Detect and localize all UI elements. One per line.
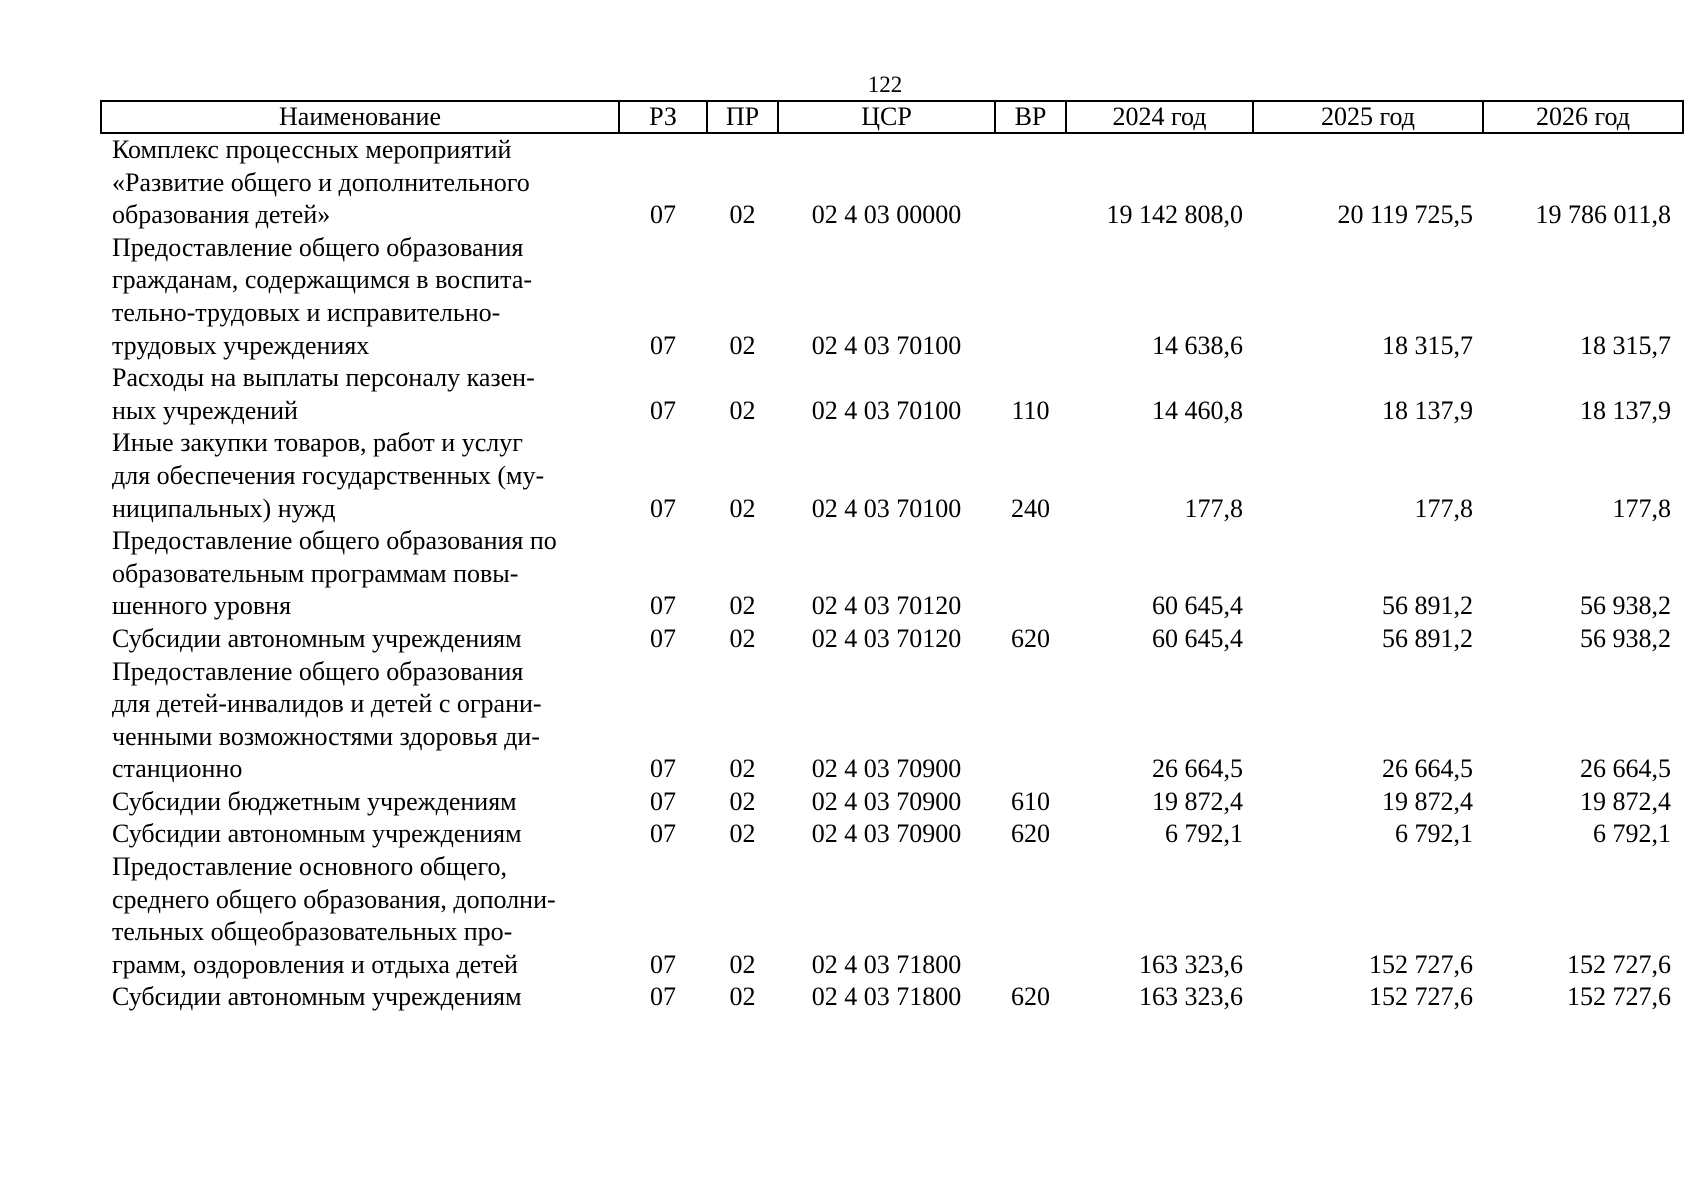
- cell-vr: [995, 133, 1066, 232]
- cell-name-line: Предоставление общего образования: [112, 232, 524, 262]
- cell-2024: 6 792,1: [1165, 819, 1243, 849]
- cell-2026: 19 786 011,8: [1535, 200, 1671, 230]
- cell-csr: 02 4 03 70120: [811, 623, 962, 653]
- cell-name-line: станционно: [112, 754, 243, 784]
- cell-2025: 19 872,4: [1382, 786, 1473, 816]
- cell-vr: 620: [1011, 623, 1050, 653]
- cell-name-line: для детей-инвалидов и детей с ограни-: [112, 689, 542, 719]
- cell-2026: 18 315,7: [1580, 330, 1671, 360]
- cell-name: [101, 525, 619, 623]
- cell-vr: 620: [1011, 819, 1050, 849]
- cell-2026: 177,8: [1612, 493, 1671, 523]
- cell-pr: 02: [729, 754, 756, 784]
- cell-name-line: трудовых учреждениях: [112, 330, 370, 360]
- cell-csr: 02 4 03 00000: [811, 200, 962, 230]
- cell-name-line: «Развитие общего и дополнительного: [112, 167, 530, 197]
- cell-name-line: ченными возможностями здоровья ди-: [112, 721, 540, 751]
- cell-2026: 6 792,1: [1593, 819, 1671, 849]
- cell-pr: 02: [729, 493, 756, 523]
- cell-2025: 56 891,2: [1382, 623, 1473, 653]
- cell-2024: 163 323,6: [1139, 982, 1243, 1012]
- cell-name: [101, 851, 619, 981]
- cell-csr: 02 4 03 71800: [811, 949, 962, 979]
- cell-name: [101, 818, 619, 851]
- cell-pr: 02: [729, 623, 756, 653]
- cell-rz: 07: [650, 395, 676, 425]
- header-pr: ПР: [707, 101, 778, 133]
- cell-2025: 152 727,6: [1369, 982, 1473, 1012]
- cell-name-line: ных учреждений: [112, 395, 298, 425]
- cell-2025: 152 727,6: [1369, 949, 1473, 979]
- cell-name-line: шенного уровня: [112, 591, 292, 621]
- cell-2026: 19 872,4: [1580, 786, 1671, 816]
- cell-csr: 02 4 03 70100: [811, 493, 962, 523]
- cell-2025: 6 792,1: [1395, 819, 1473, 849]
- cell-pr: 02: [729, 949, 756, 979]
- cell-csr: 02 4 03 70900: [811, 786, 962, 816]
- cell-2024: 60 645,4: [1152, 623, 1243, 653]
- cell-name-line: тельных общеобразовательных про-: [112, 917, 513, 947]
- cell-rz: 07: [650, 330, 676, 360]
- cell-pr: 02: [729, 786, 756, 816]
- cell-2026: 56 938,2: [1580, 623, 1671, 653]
- cell-name-line: Субсидии автономным учреждениям: [112, 819, 522, 849]
- cell-2024: 14 460,8: [1152, 395, 1243, 425]
- cell-name-line: Расходы на выплаты персоналу казен-: [112, 363, 535, 393]
- cell-name-line: Предоставление основного общего,: [112, 852, 508, 882]
- cell-pr: 02: [729, 982, 756, 1012]
- cell-2025: 177,8: [1414, 493, 1473, 523]
- cell-name-line: Иные закупки товаров, работ и услуг: [112, 428, 523, 458]
- cell-csr: 02 4 03 70900: [811, 819, 962, 849]
- cell-2026: 26 664,5: [1580, 754, 1671, 784]
- cell-2025: 26 664,5: [1382, 754, 1473, 784]
- cell-2026: 18 137,9: [1580, 395, 1671, 425]
- cell-2025: 18 315,7: [1382, 330, 1473, 360]
- cell-csr: 02 4 03 70120: [811, 591, 962, 621]
- cell-name-line: тельно-трудовых и исправительно-: [112, 297, 501, 327]
- cell-2025: 18 137,9: [1382, 395, 1473, 425]
- header-2024: 2024 год: [1066, 101, 1253, 133]
- cell-pr: 02: [729, 395, 756, 425]
- cell-name: [101, 362, 619, 427]
- table-row: [101, 623, 1683, 656]
- cell-vr: [995, 232, 1066, 362]
- cell-name-line: Комплекс процессных мероприятий: [112, 135, 512, 164]
- cell-name-line: гражданам, содержащимся в воспита-: [112, 265, 533, 295]
- table-header-row: [101, 101, 1683, 133]
- cell-vr: 110: [1011, 395, 1050, 425]
- table-row: [101, 133, 1683, 232]
- header-name: Наименование: [101, 101, 619, 133]
- cell-2025: 56 891,2: [1382, 591, 1473, 621]
- cell-csr: 02 4 03 70100: [811, 330, 962, 360]
- cell-vr: 240: [1011, 493, 1050, 523]
- cell-rz: 07: [650, 623, 676, 653]
- cell-2026: 56 938,2: [1580, 591, 1671, 621]
- cell-name: [101, 656, 619, 786]
- cell-name-line: грамм, оздоровления и отдыха детей: [112, 949, 518, 979]
- cell-name: [101, 427, 619, 525]
- cell-name-line: для обеспечения государственных (му-: [112, 460, 545, 490]
- cell-vr: 620: [1011, 982, 1050, 1012]
- cell-name-line: Предоставление общего образования по: [112, 526, 557, 556]
- cell-name: [101, 981, 619, 1014]
- table-row: [101, 786, 1683, 819]
- cell-2024: 163 323,6: [1139, 949, 1243, 979]
- cell-name: [101, 232, 619, 362]
- header-rz: РЗ: [619, 101, 707, 133]
- cell-2024: 19 872,4: [1152, 786, 1243, 816]
- cell-rz: 07: [650, 786, 676, 816]
- cell-rz: 07: [650, 493, 676, 523]
- cell-csr: 02 4 03 71800: [811, 982, 962, 1012]
- table-row: [101, 818, 1683, 851]
- cell-rz: 07: [650, 982, 676, 1012]
- cell-2026: 152 727,6: [1567, 982, 1671, 1012]
- cell-2024: 26 664,5: [1152, 754, 1243, 784]
- cell-pr: 02: [729, 330, 756, 360]
- table-body: [101, 133, 1683, 1014]
- cell-pr: 02: [729, 819, 756, 849]
- cell-rz: 07: [650, 200, 676, 230]
- cell-2024: 19 142 808,0: [1106, 200, 1243, 230]
- cell-vr: [995, 851, 1066, 981]
- header-2026: 2026 год: [1483, 101, 1683, 133]
- header-2025: 2025 год: [1253, 101, 1483, 133]
- cell-vr: [995, 656, 1066, 786]
- page-number: 122: [867, 72, 903, 97]
- cell-name-line: Субсидии бюджетным учреждениям: [112, 786, 517, 816]
- cell-name-line: образовательным программам повы-: [112, 558, 519, 588]
- header-vr: ВР: [995, 101, 1066, 133]
- cell-pr: 02: [729, 591, 756, 621]
- table-row: [101, 427, 1683, 525]
- cell-2025: 20 119 725,5: [1337, 200, 1473, 230]
- table-row: [101, 525, 1683, 623]
- table-row: [101, 656, 1683, 786]
- cell-name-line: среднего общего образования, дополни-: [112, 884, 556, 914]
- cell-2026: 152 727,6: [1567, 949, 1671, 979]
- cell-2024: 60 645,4: [1152, 591, 1243, 621]
- cell-rz: 07: [650, 591, 676, 621]
- cell-name-line: Предоставление общего образования: [112, 656, 524, 686]
- cell-name: [101, 623, 619, 656]
- cell-pr: 02: [729, 200, 756, 230]
- cell-name: [101, 133, 619, 232]
- table-row: [101, 851, 1683, 981]
- table-row: [101, 981, 1683, 1014]
- cell-name-line: ниципальных) нужд: [112, 493, 336, 523]
- cell-csr: 02 4 03 70100: [811, 395, 962, 425]
- cell-name-line: образования детей»: [112, 200, 331, 230]
- cell-name-line: Субсидии автономным учреждениям: [112, 623, 522, 653]
- cell-2024: 177,8: [1184, 493, 1243, 523]
- cell-csr: 02 4 03 70900: [811, 754, 962, 784]
- cell-vr: 610: [1011, 786, 1050, 816]
- header-csr: ЦСР: [778, 101, 995, 133]
- cell-name-line: Субсидии автономным учреждениям: [112, 982, 522, 1012]
- cell-rz: 07: [650, 949, 676, 979]
- cell-rz: 07: [650, 754, 676, 784]
- table-row: [101, 232, 1683, 362]
- cell-2024: 14 638,6: [1152, 330, 1243, 360]
- table-row: [101, 362, 1683, 427]
- cell-name: [101, 786, 619, 819]
- budget-table: [100, 100, 1684, 1014]
- cell-rz: 07: [650, 819, 676, 849]
- cell-vr: [995, 525, 1066, 623]
